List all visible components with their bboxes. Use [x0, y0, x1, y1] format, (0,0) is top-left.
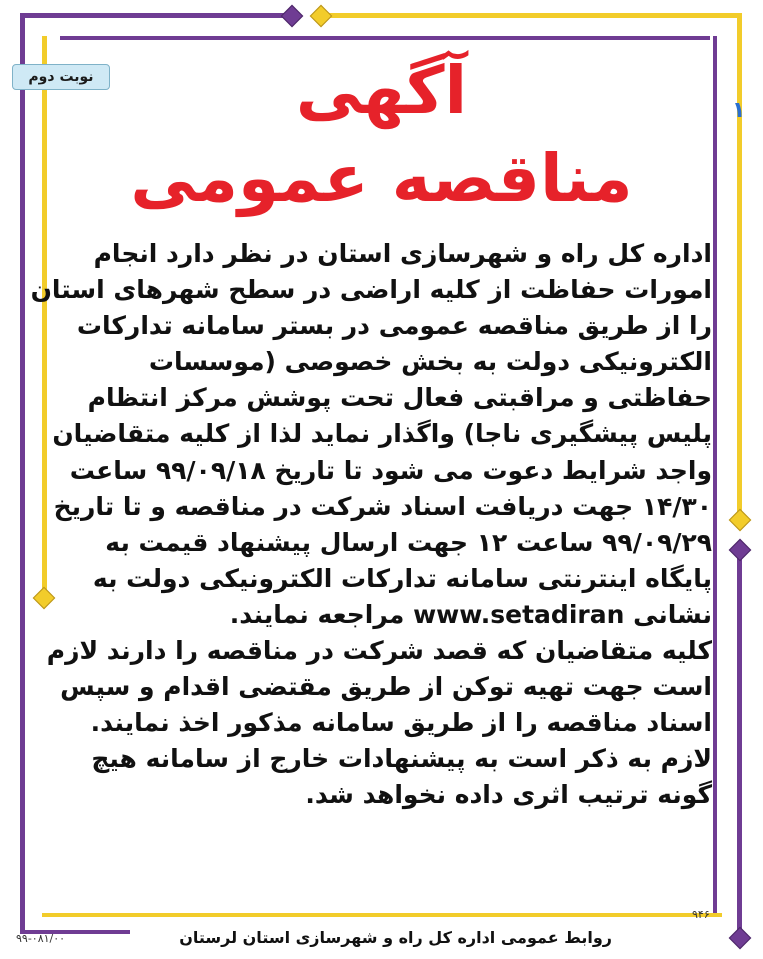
body-line: امورات حفاظت از کلیه اراضی در سطح شهرهای استان [30, 275, 712, 305]
body-line: کلیه متقاضیان که قصد شرکت در مناقصه را دارند لازم [46, 636, 712, 666]
diamond-ornament [729, 927, 752, 950]
diamond-ornament [310, 5, 333, 28]
round-badge: نوبت دوم [12, 64, 110, 90]
body-line: لازم به ذکر است به پیشنهادات خارج از سامانه هیچ [91, 744, 712, 774]
title-line-1: آگهی [295, 52, 468, 129]
diamond-ornament [729, 509, 752, 532]
body-line: را از طریق مناقصه عمومی در بستر سامانه تدارکات [76, 311, 712, 341]
body-line: ۱۴/۳۰ جهت دریافت اسناد شرکت در مناقصه و تا تاریخ [53, 491, 712, 521]
margin-marker: ۱ [732, 98, 746, 123]
body-line: حفاظتی و مراقبتی فعال تحت پوشش مرکز انتظام [87, 383, 712, 413]
body-line: اسناد مناقصه را از طریق سامانه مذکور اخذ نمایند. [90, 708, 712, 738]
diamond-ornament [281, 5, 304, 28]
body-line: گونه ترتیب اثری داده نخواهد شد. [305, 780, 712, 810]
body-line: پایگاه اینترنتی سامانه تدارکات الکترونیکی دولت به [92, 563, 712, 593]
frame-inner-top [60, 36, 710, 40]
frame-line-top-right [322, 13, 742, 18]
footer-code: ۹۹-۰۸۱/۰۰ [16, 932, 66, 945]
footer-publisher: روابط عمومی اداره کل راه و شهرسازی استان لرستان [179, 928, 612, 947]
announcement-body [30, 236, 712, 814]
body-line: اداره کل راه و شهرسازی استان در نظر دارد انجام [93, 239, 712, 268]
body-line: پلیس پیشگیری ناجا) واگذار نماید لذا از کلیه متقاضیان [52, 419, 712, 449]
body-line: نشانی www.setadiran مراجعه نمایند. [229, 599, 712, 629]
diamond-ornament [33, 587, 56, 610]
diamond-ornament [729, 539, 752, 562]
frame-line-right-lower [737, 548, 742, 943]
frame-line-bottom [42, 913, 722, 917]
title-line-2: مناقصه عمومی [130, 140, 633, 217]
body-line: ۹۹/۰۹/۲۹ ساعت ۱۲ جهت ارسال پیشنهاد قیمت به [105, 527, 712, 557]
body-line: است جهت تهیه توکن از طریق مقتضی اقدام و سپس [60, 672, 712, 702]
frame-line-top-left [20, 13, 290, 18]
ad-number: ۹۴۶ [692, 908, 710, 921]
body-line: الکترونیکی دولت به بخش خصوصی (موسسات [148, 347, 712, 377]
body-line: واجد شرایط دعوت می شود تا تاریخ ۹۹/۰۹/۱۸ ساعت [69, 455, 712, 485]
